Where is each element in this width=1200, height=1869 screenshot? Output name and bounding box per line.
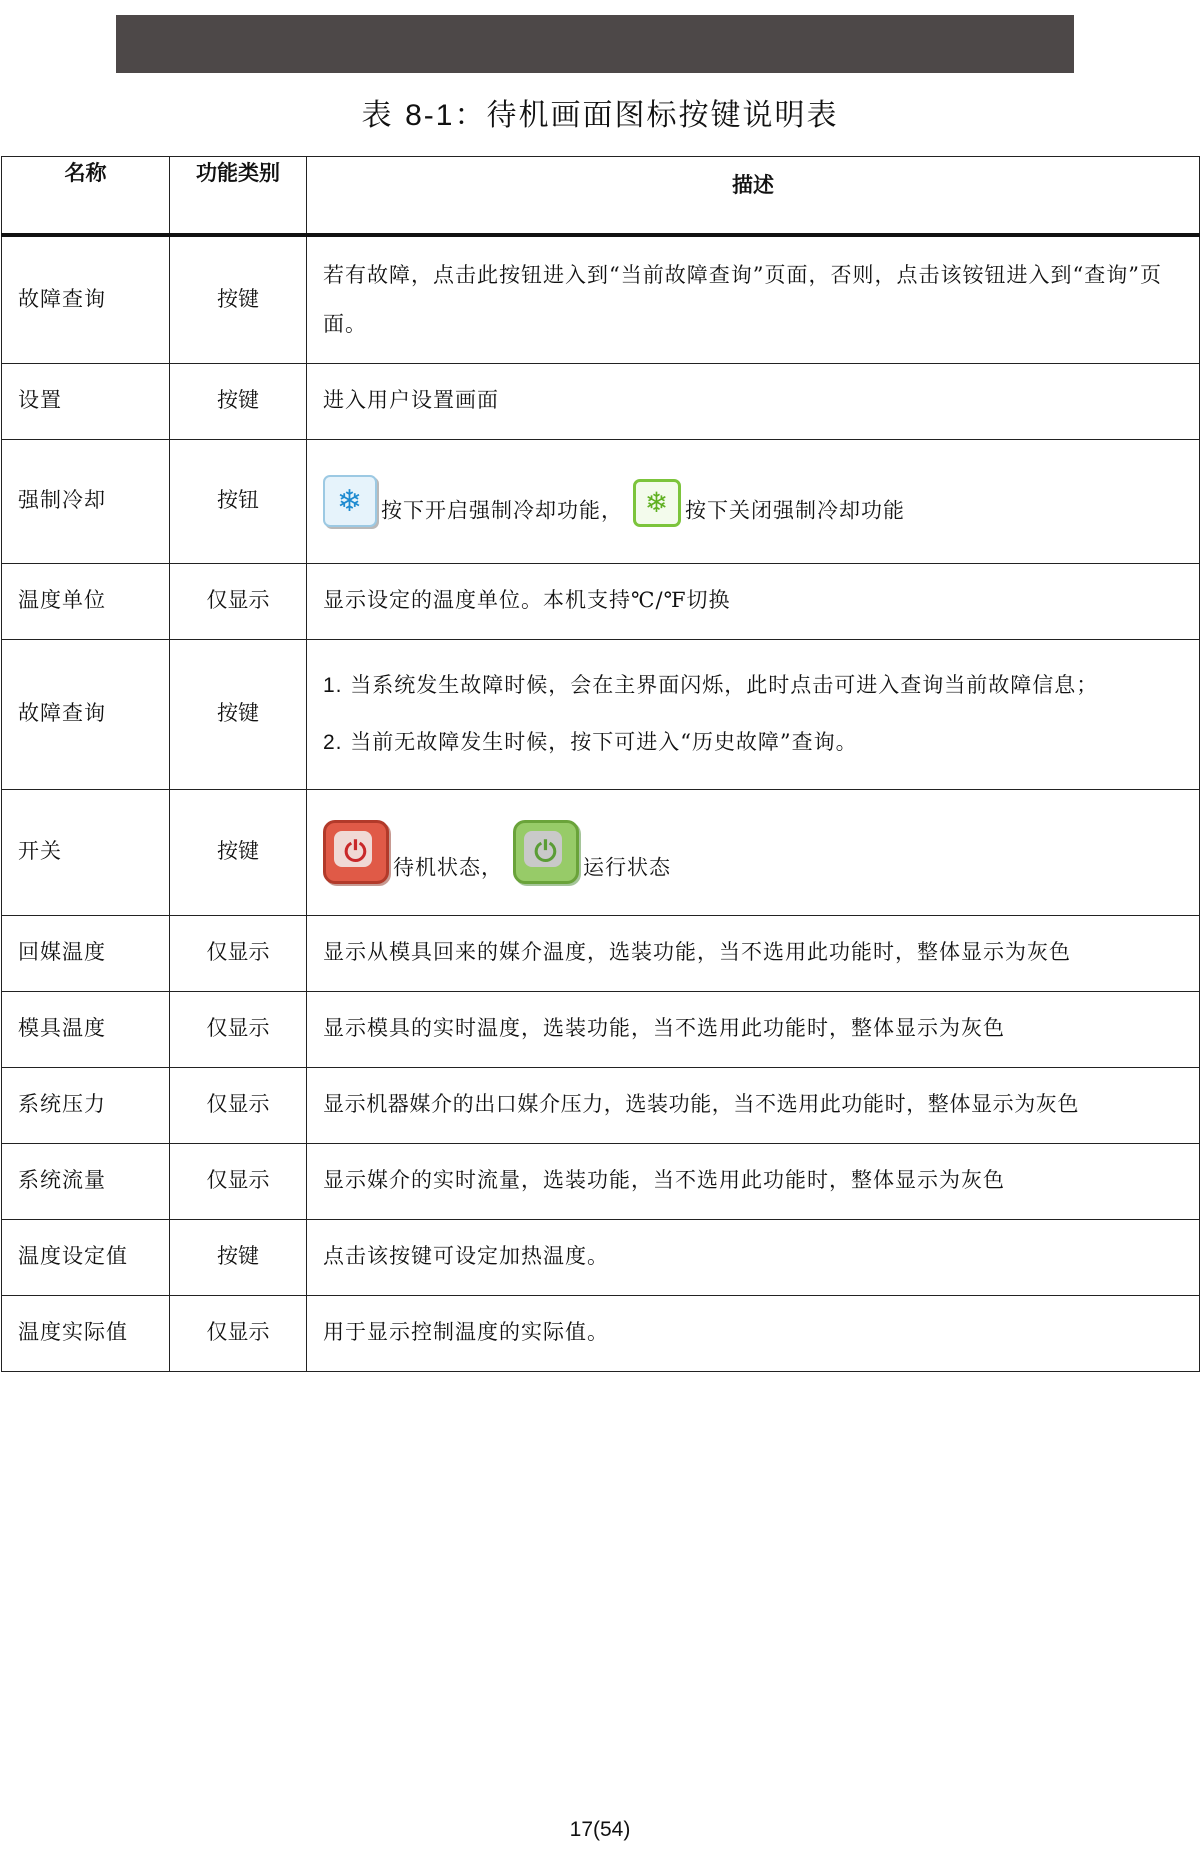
table-row (2, 789, 1200, 915)
row-type: 按键 (170, 235, 307, 363)
table-row (2, 235, 1200, 363)
row-desc: 若有故障，点击此按钮进入到“当前故障查询”页面，否则，点击该铵钮进入到“查询”页面。 (307, 235, 1200, 363)
row-type: 仅显示 (170, 1295, 307, 1371)
row-name: 系统压力 (2, 1067, 170, 1143)
snowflake-blue-icon: ❄ (323, 475, 377, 527)
snowflake-green-icon: ❄ (633, 479, 681, 527)
row-desc: 点击该按键可设定加热温度。 (307, 1219, 1200, 1295)
table-row (2, 915, 1200, 991)
list-item-text: 当前无故障发生时候，按下可进入“历史故障”查询。 (350, 730, 858, 754)
table-header-row (2, 157, 1200, 236)
list-item-number: 1. (323, 673, 343, 697)
row-name: 温度实际值 (2, 1295, 170, 1371)
table-row (2, 363, 1200, 439)
row-type: 按键 (170, 639, 307, 789)
table-row (2, 991, 1200, 1067)
title-prefix: 表 (361, 98, 406, 133)
row-name: 强制冷却 (2, 439, 170, 563)
icon-key-table (1, 156, 1200, 1372)
row-name: 温度设定值 (2, 1219, 170, 1295)
forced-cool-off-text: 按下关闭强制冷却功能 (685, 498, 905, 523)
row-type: 按钮 (170, 439, 307, 563)
row-name: 温度单位 (2, 563, 170, 639)
row-name: 模具温度 (2, 991, 170, 1067)
row-name: 开关 (2, 789, 170, 915)
row-name: 故障查询 (2, 639, 170, 789)
running-text: 运行状态 (583, 855, 671, 880)
row-name: 回媒温度 (2, 915, 170, 991)
header-name: 名称 (2, 157, 170, 236)
header-desc: 描述 (307, 157, 1200, 236)
list-item-text: 当系统发生故障时候，会在主界面闪烁，此时点击可进入查询当前故障信息； (350, 672, 1099, 697)
row-type: 仅显示 (170, 563, 307, 639)
row-name: 设置 (2, 363, 170, 439)
header-bar (116, 15, 1074, 73)
row-type: 仅显示 (170, 915, 307, 991)
row-desc: 进入用户设置画面 (307, 363, 1200, 439)
list-item (323, 670, 1195, 702)
table-row (2, 1219, 1200, 1295)
row-desc (307, 639, 1200, 789)
row-desc: 显示媒介的实时流量，选装功能，当不选用此功能时，整体显示为灰色 (307, 1143, 1200, 1219)
table-row (2, 639, 1200, 789)
row-desc: 显示设定的温度单位。本机支持℃/℉切换 (307, 563, 1200, 639)
title-suffix: ：待机画面图标按键说明表 (454, 98, 839, 133)
row-type: 仅显示 (170, 1067, 307, 1143)
row-type: 按键 (170, 1219, 307, 1295)
forced-cool-on-text: 按下开启强制冷却功能， (381, 498, 623, 523)
table-row (2, 563, 1200, 639)
row-type: 按键 (170, 789, 307, 915)
list-item-number: 2. (323, 731, 343, 754)
title-number: 8-1 (405, 99, 455, 132)
power-red-icon: ⏻ (323, 820, 389, 884)
standby-text: 待机状态， (393, 855, 503, 880)
power-green-icon: ⏻ (513, 820, 579, 884)
row-desc: 显示从模具回来的媒介温度，选装功能，当不选用此功能时，整体显示为灰色 (307, 915, 1200, 991)
header-type: 功能类别 (170, 157, 307, 236)
row-desc: 显示模具的实时温度，选装功能，当不选用此功能时，整体显示为灰色 (307, 991, 1200, 1067)
row-type: 仅显示 (170, 1143, 307, 1219)
row-type: 按键 (170, 363, 307, 439)
list-item (323, 727, 1195, 759)
row-desc (307, 789, 1200, 915)
row-desc: 用于显示控制温度的实际值。 (307, 1295, 1200, 1371)
table-row (2, 1295, 1200, 1371)
table-row (2, 1067, 1200, 1143)
row-desc: 显示机器媒介的出口媒介压力，选装功能，当不选用此功能时，整体显示为灰色 (307, 1067, 1200, 1143)
row-name: 故障查询 (2, 235, 170, 363)
page-number: 17(54) (569, 1818, 631, 1841)
row-name: 系统流量 (2, 1143, 170, 1219)
table-title (0, 96, 1200, 136)
row-desc (307, 439, 1200, 563)
table-row (2, 1143, 1200, 1219)
row-type: 仅显示 (170, 991, 307, 1067)
table-row (2, 439, 1200, 563)
